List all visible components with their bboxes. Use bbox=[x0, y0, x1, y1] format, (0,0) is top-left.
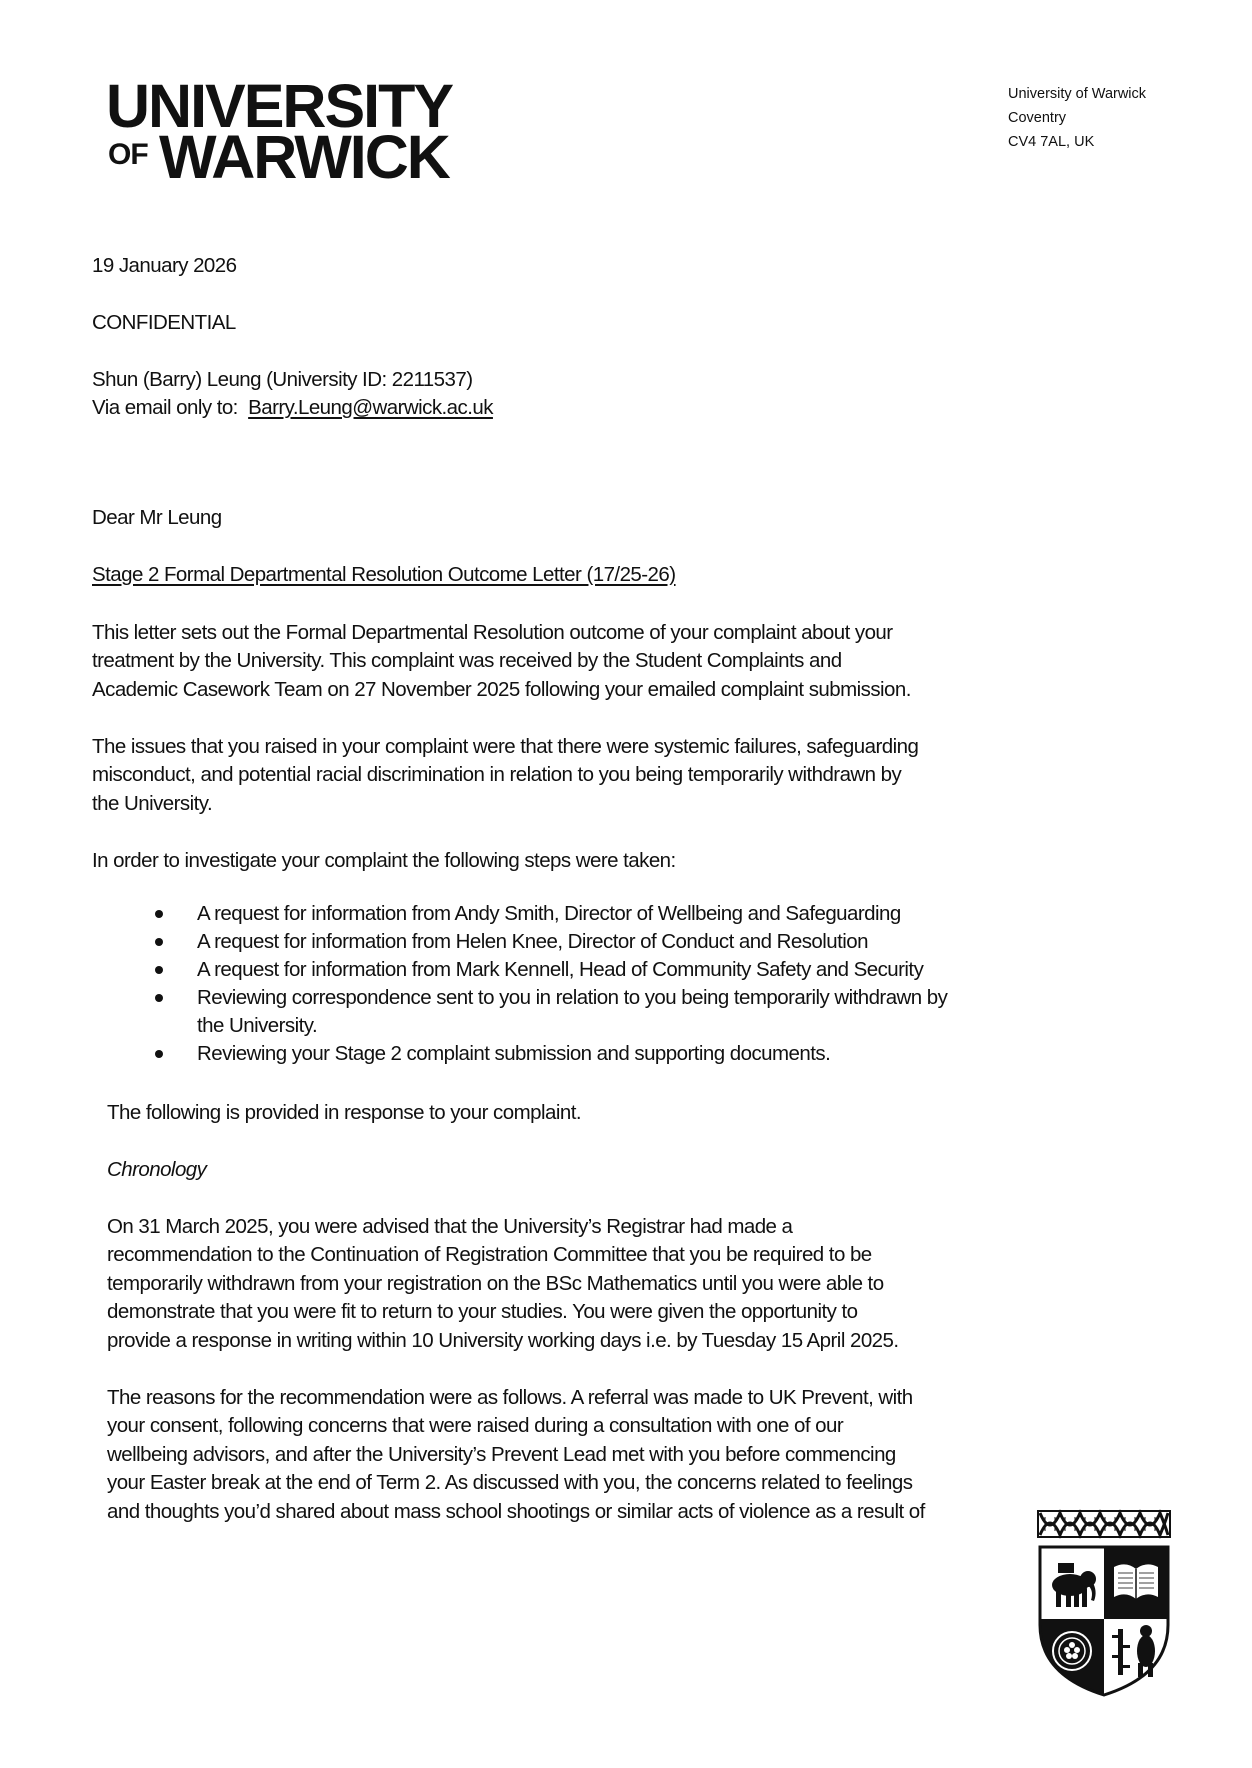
paragraph-line: On 31 March 2025, you were advised that the University’s Registrar had made a bbox=[107, 1215, 793, 1238]
paragraph-line: wellbeing advisors, and after the University’s Prevent Lead met with you before commencing bbox=[107, 1443, 896, 1466]
via-email-label: Via email only to: bbox=[92, 396, 249, 419]
list-item: A request for information from Mark Kennell, Head of Community Safety and Security bbox=[197, 958, 924, 981]
dna-helix-icon bbox=[1038, 1511, 1170, 1537]
logo-university-text: UNIVERSITY bbox=[106, 72, 453, 140]
paragraph-line: The issues that you raised in your complaint were that there were systemic failures, safeguarding bbox=[92, 735, 919, 758]
list-item: Reviewing correspondence sent to you in relation to you being temporarily withdrawn by bbox=[197, 986, 948, 1009]
paragraph-line: The reasons for the recommendation were as follows. A referral was made to UK Prevent, with bbox=[107, 1386, 913, 1409]
recipient-name: Shun (Barry) Leung (University ID: 2211537) bbox=[92, 368, 473, 391]
paragraph-line: temporarily withdrawn from your registration on the BSc Mathematics until you were able to bbox=[107, 1272, 884, 1295]
address-line: University of Warwick bbox=[1008, 86, 1147, 102]
shield-icon bbox=[1040, 1547, 1168, 1697]
list-item: A request for information from Andy Smith, Director of Wellbeing and Safeguarding bbox=[197, 902, 901, 925]
bullet-icon bbox=[155, 1050, 163, 1058]
bullet-icon bbox=[155, 938, 163, 946]
paragraph-line: provide a response in writing within 10 University working days i.e. by Tuesday 15 April 2025. bbox=[107, 1329, 899, 1352]
book-icon bbox=[1114, 1564, 1158, 1599]
list-item: Reviewing your Stage 2 complaint submission and supporting documents. bbox=[197, 1042, 831, 1065]
address-line: CV4 7AL, UK bbox=[1008, 134, 1095, 150]
confidential-label: CONFIDENTIAL bbox=[92, 311, 236, 334]
response-intro: The following is provided in response to your complaint. bbox=[107, 1101, 581, 1124]
list-item: A request for information from Helen Knee, Director of Conduct and Resolution bbox=[197, 930, 868, 953]
salutation: Dear Mr Leung bbox=[92, 506, 222, 529]
letter-date: 19 January 2026 bbox=[92, 254, 237, 277]
university-crest-icon bbox=[1036, 1505, 1172, 1697]
logo-of-text: OF bbox=[108, 138, 148, 171]
chronology-heading: Chronology bbox=[107, 1158, 207, 1181]
bullet-icon bbox=[155, 994, 163, 1002]
paragraph-line: misconduct, and potential racial discrimination in relation to you being temporarily withdrawn by bbox=[92, 763, 902, 786]
sender-address bbox=[1008, 82, 1146, 154]
address-line: Coventry bbox=[1008, 110, 1067, 126]
university-logo bbox=[106, 72, 498, 191]
bullet-icon bbox=[155, 966, 163, 974]
paragraph-line: your Easter break at the end of Term 2. As discussed with you, the concerns related to feelings bbox=[107, 1471, 913, 1494]
paragraph-line: This letter sets out the Formal Departmental Resolution outcome of your complaint about your bbox=[92, 621, 893, 644]
paragraph-line: demonstrate that you were fit to return to your studies. You were given the opportunity to bbox=[107, 1300, 858, 1323]
subject-heading: Stage 2 Formal Departmental Resolution Outcome Letter (17/25-26) bbox=[92, 563, 676, 586]
paragraph-line: recommendation to the Continuation of Registration Committee that you be required to be bbox=[107, 1243, 872, 1266]
paragraph-line: the University. bbox=[92, 792, 213, 815]
steps-intro: In order to investigate your complaint the following steps were taken: bbox=[92, 849, 676, 872]
recipient-email-line bbox=[92, 394, 493, 423]
list-item-continuation: the University. bbox=[197, 1014, 318, 1037]
paragraph-line: Academic Casework Team on 27 November 2025 following your emailed complaint submission. bbox=[92, 678, 911, 701]
paragraph-line: your consent, following concerns that were raised during a consultation with one of our bbox=[107, 1414, 844, 1437]
bullet-icon bbox=[155, 910, 163, 918]
paragraph-line: treatment by the University. This complaint was received by the Student Complaints and bbox=[92, 649, 842, 672]
paragraph-line: and thoughts you’d shared about mass school shootings or similar acts of violence as a result of bbox=[107, 1500, 925, 1523]
logo-warwick-text: WARWICK bbox=[159, 123, 449, 191]
recipient-email-link[interactable]: Barry.Leung@warwick.ac.uk bbox=[248, 396, 493, 419]
